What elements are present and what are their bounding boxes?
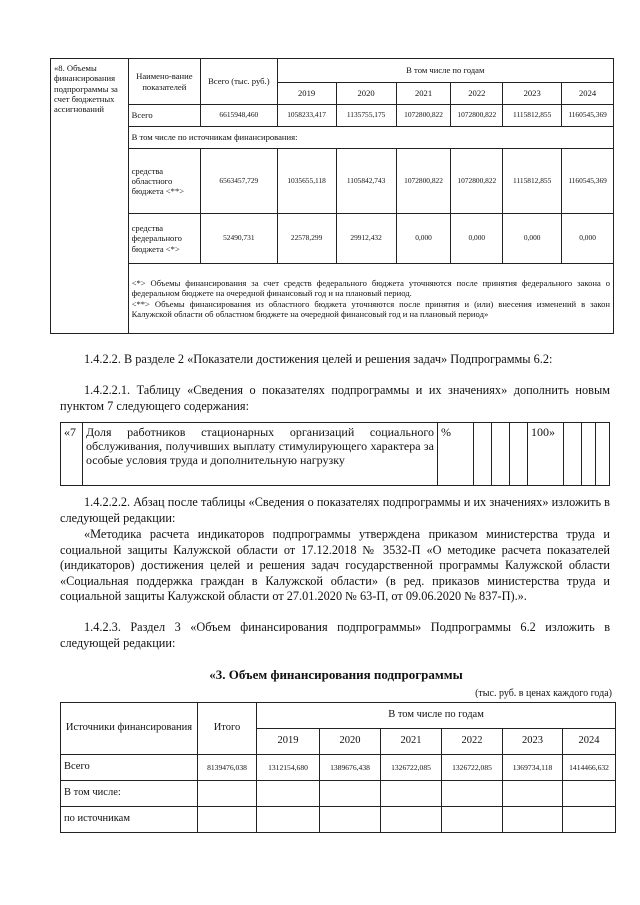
table1-cell: 22578,299 bbox=[277, 214, 336, 264]
table1-sources-label: В том числе по источникам финансирования: bbox=[128, 127, 613, 149]
table-row bbox=[51, 105, 614, 127]
table1-federal-label: средства федерального бюджета <*> bbox=[128, 214, 200, 264]
table1-cell: 1072800,822 bbox=[396, 105, 451, 127]
table3-header-total: Итого bbox=[198, 703, 257, 755]
table3-year: 2022 bbox=[442, 729, 503, 755]
table1-federal-total: 52490,731 bbox=[201, 214, 278, 264]
table1-header-total: Всего (тыс. руб.) bbox=[201, 59, 278, 105]
table1-cell: 0,000 bbox=[503, 214, 562, 264]
table1-regional-label: средства областного бюджета <**> bbox=[128, 149, 200, 214]
table1-regional-total: 6563457,729 bbox=[201, 149, 278, 214]
table1-cell: 1058233,417 bbox=[277, 105, 336, 127]
table1-year: 2019 bbox=[277, 83, 336, 105]
table1-cell: 1035655,118 bbox=[277, 149, 336, 214]
table1-cell: 0,000 bbox=[396, 214, 451, 264]
table3-year: 2021 bbox=[381, 729, 442, 755]
table-row bbox=[61, 755, 616, 781]
section-3-title: «3. Объем финансирования подпрограммы bbox=[209, 667, 463, 682]
financing-table-1 bbox=[50, 58, 614, 334]
table-row bbox=[61, 807, 616, 833]
paragraph-1-4-2-2: 1.4.2.2. В разделе 2 «Показатели достижения целей и решения задач» Подпрограммы 6.2: bbox=[84, 352, 553, 366]
table1-cell: 0,000 bbox=[451, 214, 503, 264]
table3-unit-note: (тыс. руб. в ценах каждого года) bbox=[475, 688, 612, 699]
table1-year: 2022 bbox=[451, 83, 503, 105]
table1-year: 2021 bbox=[396, 83, 451, 105]
footnote-regional: <**> Объемы финансирования из областного бюджета уточняются после принятия и (или) внесения изменений в закон Калужской области об областном бюджете на очередной финансовый год и на плановый период» bbox=[131, 298, 610, 319]
table-row bbox=[51, 214, 614, 264]
table3-cell: 1312154,680 bbox=[257, 755, 320, 781]
table2-cell bbox=[492, 423, 510, 486]
table3-year: 2024 bbox=[563, 729, 616, 755]
table1-row-label: «8. Объемы финансирования подпрограммы за счет бюджетных ассигнований bbox=[51, 59, 129, 334]
table1-notes bbox=[128, 264, 613, 334]
paragraph-1-4-2-3: 1.4.2.3. Раздел 3 «Объем финансирования подпрограммы» Подпрограммы 6.2 изложить в следующей редакции: bbox=[60, 620, 610, 650]
table3-cell: 1369734,118 bbox=[503, 755, 563, 781]
table-row bbox=[61, 781, 616, 807]
table3-sources-label: по источникам bbox=[61, 807, 198, 833]
table-row bbox=[61, 423, 610, 486]
table2-cell bbox=[596, 423, 610, 486]
table3-cell: 1326722,085 bbox=[381, 755, 442, 781]
table1-cell: 1135755,175 bbox=[336, 105, 396, 127]
table2-text: Доля работников стационарных организаций социального обслуживания, получивших выплату стимулирующего характера за особые условия труда и дополнительную нагрузку bbox=[83, 423, 438, 486]
table3-cell: 1414466,632 bbox=[563, 755, 616, 781]
table1-cell: 0,000 bbox=[562, 214, 614, 264]
table1-cell: 1072800,822 bbox=[396, 149, 451, 214]
table1-year: 2024 bbox=[562, 83, 614, 105]
indicators-table-item-7 bbox=[60, 422, 610, 486]
table3-year: 2020 bbox=[320, 729, 381, 755]
table-row bbox=[51, 149, 614, 214]
table3-header-sources: Источники финансирования bbox=[61, 703, 198, 755]
table1-year: 2023 bbox=[503, 83, 562, 105]
table3-year: 2019 bbox=[257, 729, 320, 755]
table1-cell: 1105842,743 bbox=[336, 149, 396, 214]
table1-cell: 1115812,855 bbox=[503, 105, 562, 127]
table1-year: 2020 bbox=[336, 83, 396, 105]
footnote-federal: <*> Объемы финансирования за счет средств федерального бюджета уточняются после принятия федерального закона о федеральном бюджете на очередной финансовый год и на плановый период. bbox=[131, 277, 610, 299]
table3-header-years: В том числе по годам bbox=[257, 703, 616, 729]
table3-total-value: 8139476,038 bbox=[198, 755, 257, 781]
table2-cell bbox=[582, 423, 596, 486]
table1-header-years: В том числе по годам bbox=[277, 59, 613, 83]
table3-total-label: Всего bbox=[61, 755, 198, 781]
table2-cell bbox=[564, 423, 582, 486]
table2-value: 100» bbox=[528, 423, 564, 486]
financing-table-3 bbox=[60, 702, 616, 833]
table3-incl-label: В том числе: bbox=[61, 781, 198, 807]
table1-total-label: Всего bbox=[128, 105, 200, 127]
table1-header-name: Наимено-вание показателей bbox=[128, 59, 200, 105]
table2-unit: % bbox=[438, 423, 474, 486]
table1-cell: 29912,432 bbox=[336, 214, 396, 264]
table1-cell: 1115812,855 bbox=[503, 149, 562, 214]
table1-cell: 1072800,822 bbox=[451, 149, 503, 214]
table3-cell: 1389676,438 bbox=[320, 755, 381, 781]
paragraph-1-4-2-2-2: 1.4.2.2.2. Абзац после таблицы «Сведения о показателях подпрограммы и их значениях» изложить в следующей редакции: bbox=[60, 495, 610, 525]
table1-cell: 1072800,822 bbox=[451, 105, 503, 127]
paragraph-1-4-2-2-1: 1.4.2.2.1. Таблицу «Сведения о показателях подпрограммы и их значениях» дополнить новым пунктом 7 следующего содержания: bbox=[60, 383, 610, 413]
table3-year: 2023 bbox=[503, 729, 563, 755]
table1-cell: 1160545,369 bbox=[562, 149, 614, 214]
table2-num: «7 bbox=[61, 423, 83, 486]
paragraph-methodology: «Методика расчета индикаторов подпрограммы утверждена приказом министерства труда и социальной защиты Калужской области от 17.12.2018 № 3532-П «О методике расчета показателей (индикаторов) достижения целей и решения задач государственной программы Калужской области «Социальная поддержка граждан в Калужской области» (в ред. приказов министерства труда и социальной защиты Калужской области от 27.01.2020 № 63-П, от 09.06.2020 № 837-П).». bbox=[60, 527, 610, 604]
table1-cell: 1160545,369 bbox=[562, 105, 614, 127]
table3-cell: 1326722,085 bbox=[442, 755, 503, 781]
table2-cell bbox=[474, 423, 492, 486]
table2-cell bbox=[510, 423, 528, 486]
table1-total-value: 6615948,460 bbox=[201, 105, 278, 127]
